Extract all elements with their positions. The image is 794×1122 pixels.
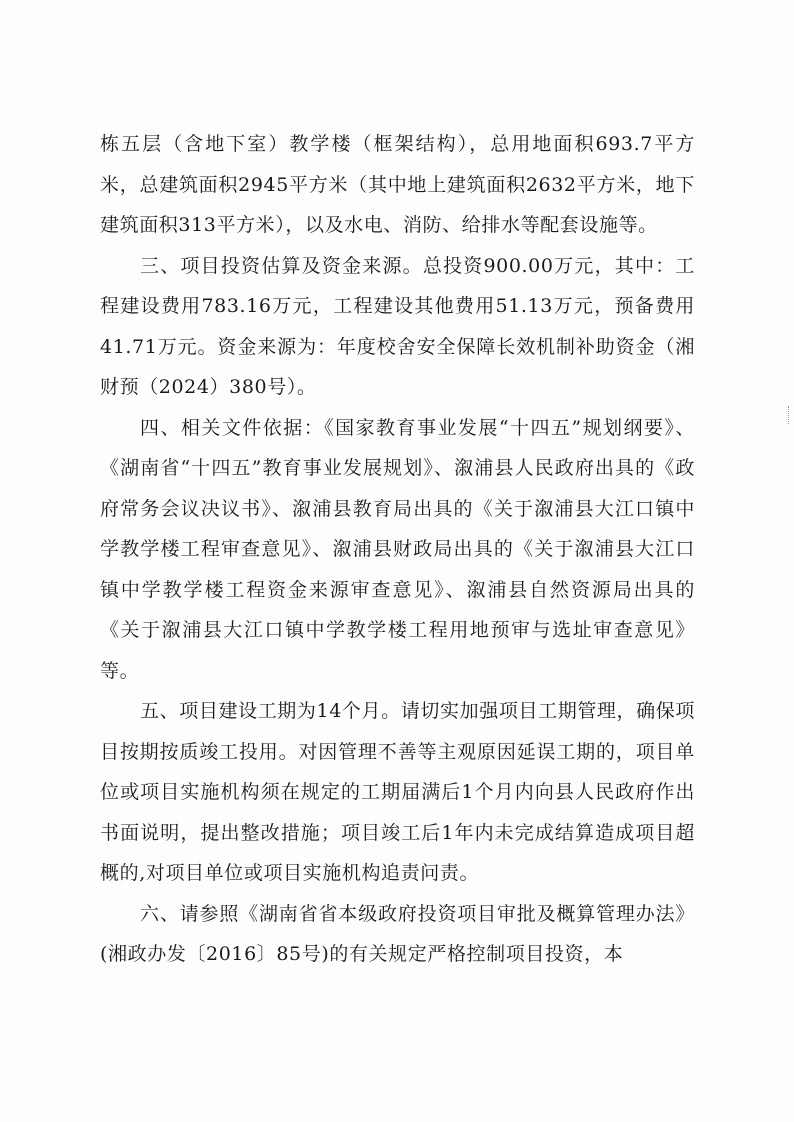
paragraph-reference-documents: 四、相关文件依据：《国家教育事业发展“十四五”规划纲要》、《湖南省“十四五”教育事业发展规划》、溆浦县人民政府出具的《政府常务会议决议书》、溆浦县教育局出具的《关于溆浦县大江口镇中学教学楼工程审查意见》、溆浦县财政局出具的《关于溆浦县大江口镇中学教学楼工程资金来源审查意见》、溆浦县自然资源局出具的《关于溆浦县大江口镇中学教学楼工程用地预审与选址审查意见》等。 [100, 416, 695, 682]
paragraph-project-scope: 栋五层（含地下室）教学楼（框架结构），总用地面积693.7平方米，总建筑面积2945平方米（其中地上建筑面积2632平方米，地下建筑面积313平方米），以及水电、消防、给排水等配套设施等。 [100, 133, 695, 236]
binding-edge-mark [788, 406, 791, 424]
paragraph-investment-control: 六、请参照《湖南省省本级政府投资项目审批及概算管理办法》(湘政办发〔2016〕85号)的有关规定严格控制项目投资，本 [100, 902, 695, 965]
document-body [100, 124, 695, 975]
paragraph-construction-period: 五、项目建设工期为14个月。请切实加强项目工期管理，确保项目按期按质竣工投用。对因管理不善等主观原因延误工期的，项目单位或项目实施机构须在规定的工期届满后1个月内向县人民政府作出书面说明，提出整改措施；项目竣工后1年内未完成结算造成项目超概的,对项目单位或项目实施机构追责问责。 [100, 700, 695, 884]
paragraph-investment-estimate: 三、项目投资估算及资金来源。总投资900.00万元，其中：工程建设费用783.16万元，工程建设其他费用51.13万元，预备费用41.71万元。资金来源为：年度校舍安全保障长效机制补助资金（湘财预（2024）380号）。 [100, 254, 695, 398]
